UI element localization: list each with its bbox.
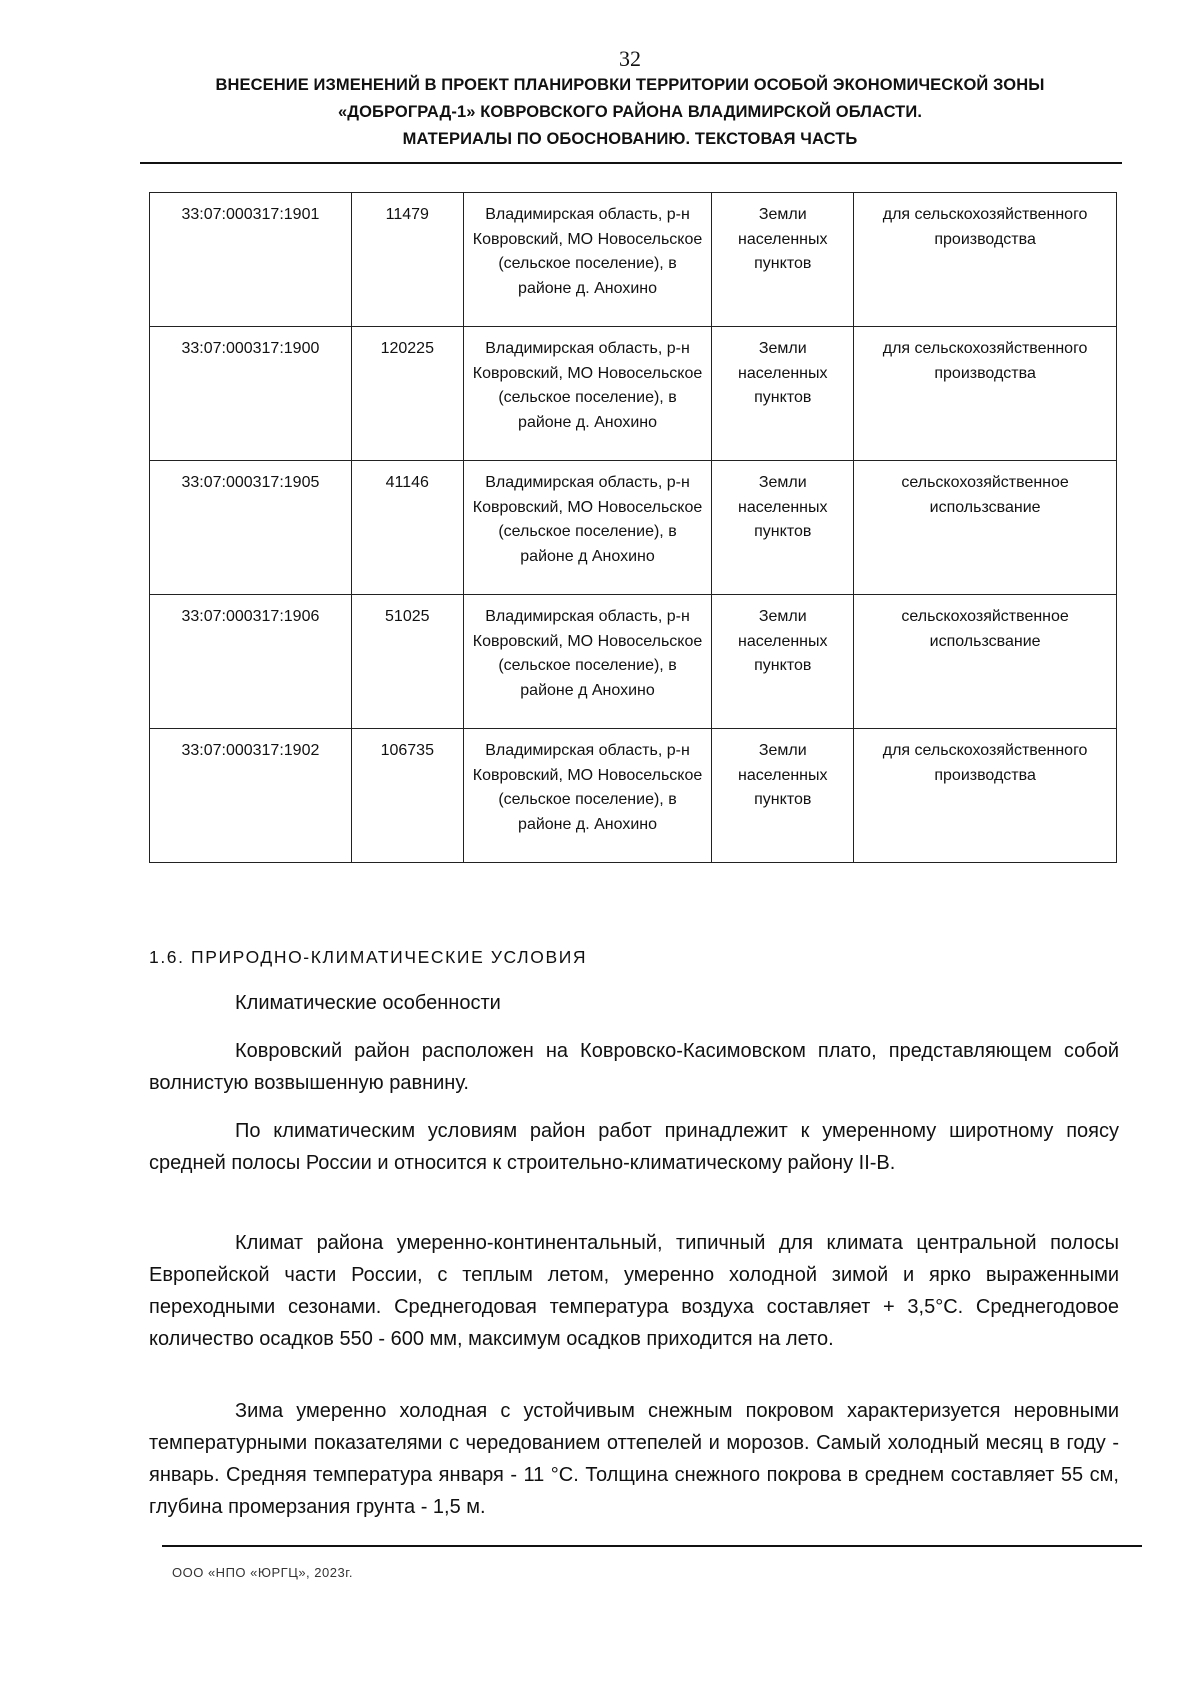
cell-address: Владимирская область, р-н Ковровский, МО Новосельское (сельское поселение), в районе д Анохино xyxy=(463,595,712,729)
page-number: 32 xyxy=(619,46,641,71)
cell-area: 106735 xyxy=(351,729,463,863)
table-row xyxy=(150,327,1117,461)
cell-cadastral-number: 33:07:000317:1900 xyxy=(150,327,352,461)
cell-cadastral-number: 33:07:000317:1906 xyxy=(150,595,352,729)
paragraph-winter: Зима умеренно холодная с устойчивым снежным покровом характеризуется неровными температурными показателями с чередованием оттепелей и морозов. Самый холодный месяц в году - январь. Средняя температура января - 11 °С. Толщина снежного покрова в среднем составляет 55 см, глубина промерзания грунта - 1,5 м. xyxy=(149,1400,1119,1518)
cell-land-category: Земли населенных пунктов xyxy=(712,595,854,729)
cell-address: Владимирская область, р-н Ковровский, МО Новосельское (сельское поселение), в районе д. Анохино xyxy=(463,193,712,327)
footer-organization: ООО «НПО «ЮРГЦ», 2023г. xyxy=(172,1565,353,1580)
cell-address: Владимирская область, р-н Ковровский, МО Новосельское (сельское поселение), в районе д. Анохино xyxy=(463,327,712,461)
cell-area: 11479 xyxy=(351,193,463,327)
cell-area: 51025 xyxy=(351,595,463,729)
cell-land-category: Земли населенных пунктов xyxy=(712,327,854,461)
header-line-1: ВНЕСЕНИЕ ИЗМЕНЕНИЙ В ПРОЕКТ ПЛАНИРОВКИ ТЕРРИТОРИИ ОСОБОЙ ЭКОНОМИЧЕСКОЙ ЗОНЫ xyxy=(215,76,1045,94)
cell-address: Владимирская область, р-н Ковровский, МО Новосельское (сельское поселение), в районе д Анохино xyxy=(463,461,712,595)
section-title: 1.6. ПРИРОДНО-КЛИМАТИЧЕСКИЕ УСЛОВИЯ xyxy=(149,947,588,967)
section-subtitle: Климатические особенности xyxy=(235,992,501,1014)
document-header xyxy=(140,72,1120,153)
cell-address: Владимирская область, р-н Ковровский, МО Новосельское (сельское поселение), в районе д. Анохино xyxy=(463,729,712,863)
cell-permitted-use: для сельскохозяйственного производства xyxy=(854,729,1117,863)
table-row xyxy=(150,729,1117,863)
cell-permitted-use: для сельскохозяйственного производства xyxy=(854,193,1117,327)
cell-area: 120225 xyxy=(351,327,463,461)
cell-permitted-use: для сельскохозяйственного производства xyxy=(854,327,1117,461)
paragraph-climate-description: Климат района умеренно-континентальный, типичный для климата центральной полосы Европейской части России, с теплым летом, умеренно холодной зимой и ярко выраженными переходными сезонами. Среднегодовая температура воздуха составляет + 3,5°С. Среднегодовое количество осадков 550 - 600 мм, максимум осадков приходится на лето. xyxy=(149,1232,1119,1350)
land-plots-table xyxy=(149,192,1117,863)
cell-land-category: Земли населенных пунктов xyxy=(712,729,854,863)
cell-cadastral-number: 33:07:000317:1902 xyxy=(150,729,352,863)
cell-area: 41146 xyxy=(351,461,463,595)
footer-divider xyxy=(162,1545,1142,1547)
cell-permitted-use: сельскохозяйственное использсвание xyxy=(854,595,1117,729)
header-line-2: «ДОБРОГРАД-1» КОВРОВСКОГО РАЙОНА ВЛАДИМИРСКОЙ ОБЛАСТИ. xyxy=(337,103,923,121)
cell-permitted-use: сельскохозяйственное использсвание xyxy=(854,461,1117,595)
header-divider xyxy=(140,162,1122,164)
table-row xyxy=(150,461,1117,595)
cell-cadastral-number: 33:07:000317:1905 xyxy=(150,461,352,595)
paragraph-climate-zone: По климатическим условиям район работ принадлежит к умеренному широтному поясу средней полосы России и относится к строительно-климатическому району II-В. xyxy=(149,1120,1119,1174)
cell-land-category: Земли населенных пунктов xyxy=(712,193,854,327)
cell-land-category: Земли населенных пунктов xyxy=(712,461,854,595)
cell-cadastral-number: 33:07:000317:1901 xyxy=(150,193,352,327)
table-row xyxy=(150,193,1117,327)
paragraph-relief: Ковровский район расположен на Ковровско-Касимовском плато, представляющем собой волнистую возвышенную равнину. xyxy=(149,1040,1119,1094)
table-row xyxy=(150,595,1117,729)
header-line-3: МАТЕРИАЛЫ ПО ОБОСНОВАНИЮ. ТЕКСТОВАЯ ЧАСТЬ xyxy=(402,130,858,148)
